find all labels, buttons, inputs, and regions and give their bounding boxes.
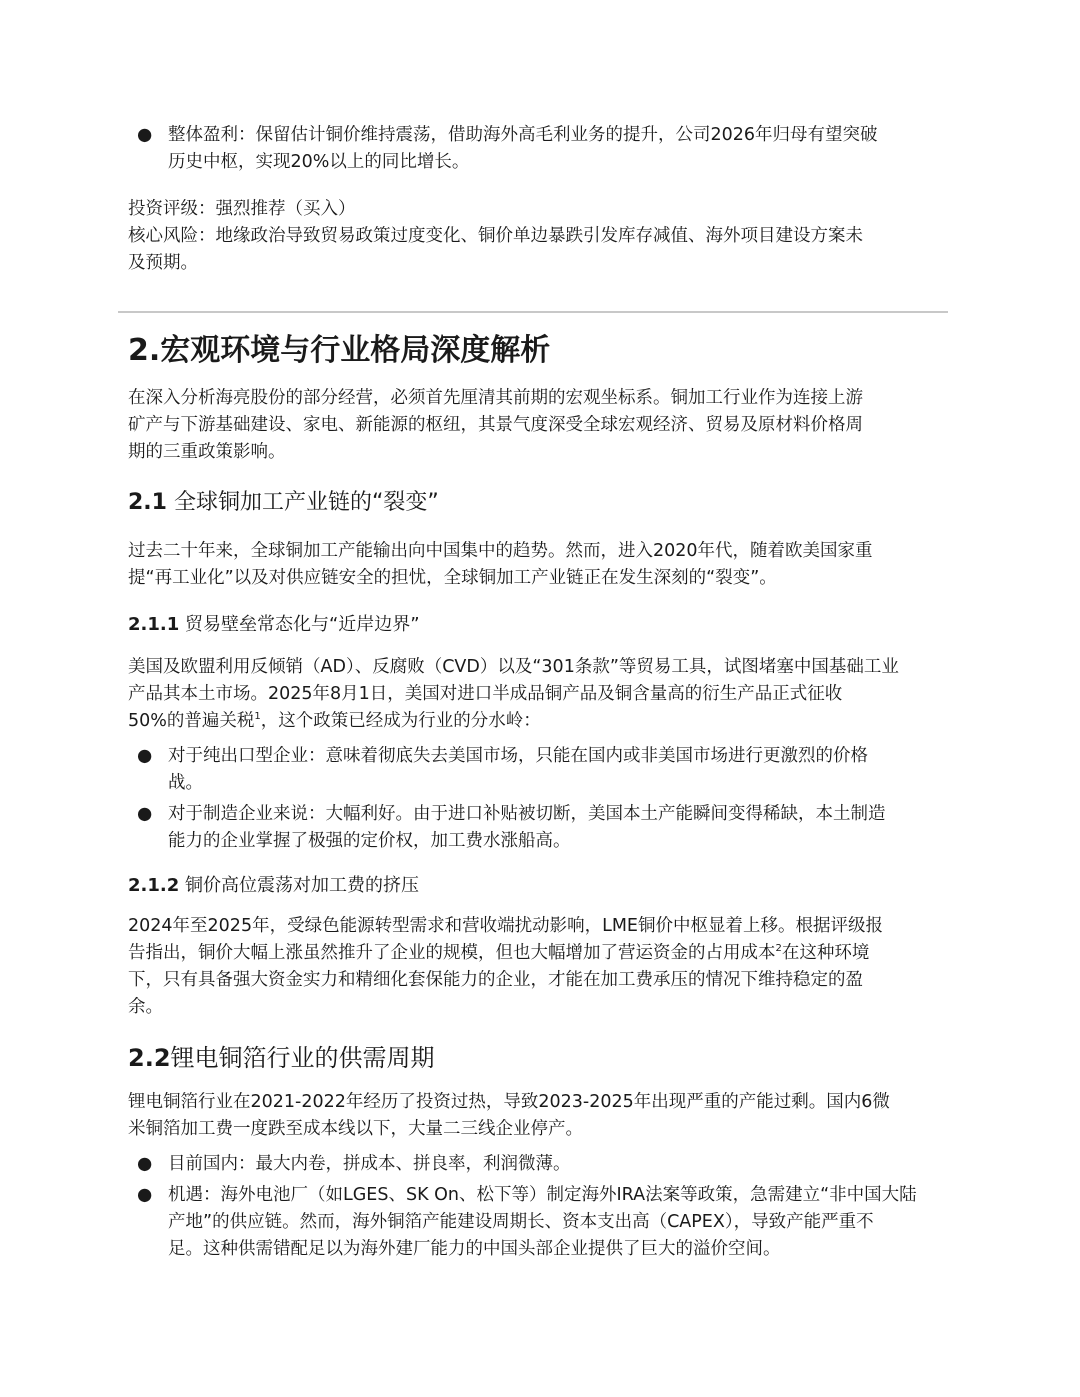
document-content [128,122,953,1267]
list-item: ● 整体盈利：保留估计铜价维持震荡，借助海外高毛利业务的提升，公司2026年归母有望突破 历史中枢，实现20%以上的同比增长。 [128,122,953,176]
footnote-ref: 1 [254,711,261,723]
section-2-intro: 在深入分析海亮股份的部分经营，必须首先厘清其前期的宏观坐标系。铜加工行业作为连接上游 矿产与下游基础建设、家电、新能源的枢纽，其景气度深受全球宏观经济、贸易及原材料价格周 期的三重政策影响。 [128,388,863,462]
section-2-1-1-body: 美国及欧盟利用反倾销（AD）、反腐败（CVD）以及“301条款”等贸易工具，试图堵塞中国基础工业 产品其本土市场。2025年8月1日，美国对进口半成品铜产品及铜含量高的衍生产品正式征收 50%的普遍关税$^1$，这个政策已经成为行业的分水岭： [128,657,899,731]
top-bullet-list [128,122,953,176]
section-2-1-2-body: 2024年至2025年，受绿色能源转型需求和营收端扰动影响，LME铜价中枢显着上移。根据评级报 告指出，铜价大幅上涨虽然推升了企业的规模，但也大幅增加了营运资金的占用成本$^2$在这种环境 下，只有具备强大资金实力和精细化套保能力的企业，才能在加工费承压的情况下维持稳定的盈 余。 [128,916,883,1017]
section-2-1-2-heading: 2.1.2 铜价高位震荡对加工费的挤压 [128,875,419,896]
section-2-2-heading: 2.2锂电铜箔行业的供需周期 [128,1044,435,1072]
section-divider [118,311,948,313]
section-2-2-bullets [128,1151,953,1263]
bullet-icon: ● [137,1185,153,1205]
bullet-icon: ● [137,1154,153,1174]
section-2-1-heading: 2.1 全球铜加工产业链的“裂变” [128,490,439,515]
bullet-icon: ● [137,746,153,766]
list-item: ● 对于纯出口型企业：意味着彻底失去美国市场，只能在国内或非美国市场进行更激烈的价格 战。 [128,743,953,797]
section-2-1-1-bullets [128,743,953,855]
list-item: ● 对于制造企业来说：大幅利好。由于进口补贴被切断，美国本土产能瞬间变得稀缺，本土制造 能力的企业掌握了极强的定价权，加工费水涨船高。 [128,801,953,855]
core-risk: 核心风险：地缘政治导致贸易政策过度变化、铜价单边暴跌引发库存减值、海外项目建设方案未 及预期。 [128,226,863,273]
list-item: ● 机遇：海外电池厂（如LGES、SK On、松下等）制定海外IRA法案等政策，急需建立“非中国大陆 产地”的供应链。然而，海外铜箔产能建设周期长、资本支出高（CAPEX），导致产能严重不 足。这种供需错配足以为海外建厂能力的中国头部企业提供了巨大的溢价空间。 [128,1182,953,1263]
section-2-2-body: 锂电铜箔行业在2021-2022年经历了投资过热，导致2023-2025年出现严重的产能过剩。国内6微 米铜箔加工费一度跌至成本线以下，大量二三线企业停产。 [128,1092,890,1139]
footnote-ref: 2 [775,943,782,955]
section-2-heading: 2.宏观环境与行业格局深度解析 [128,333,551,368]
section-2-1-body: 过去二十年来，全球铜加工产能输出向中国集中的趋势。然而，进入2020年代，随着欧美国家重 提“再工业化”以及对供应链安全的担忧，全球铜加工产业链正在发生深刻的“裂变”。 [128,541,873,588]
list-item: ● 目前国内：最大内卷，拼成本、拼良率，利润微薄。 [128,1151,953,1178]
bullet-icon: ● [137,125,153,145]
investment-rating: 投资评级：强烈推荐（买入） [128,199,356,219]
bullet-icon: ● [137,804,153,824]
section-2-1-1-heading: 2.1.1 贸易壁垒常态化与“近岸边界” [128,614,420,635]
